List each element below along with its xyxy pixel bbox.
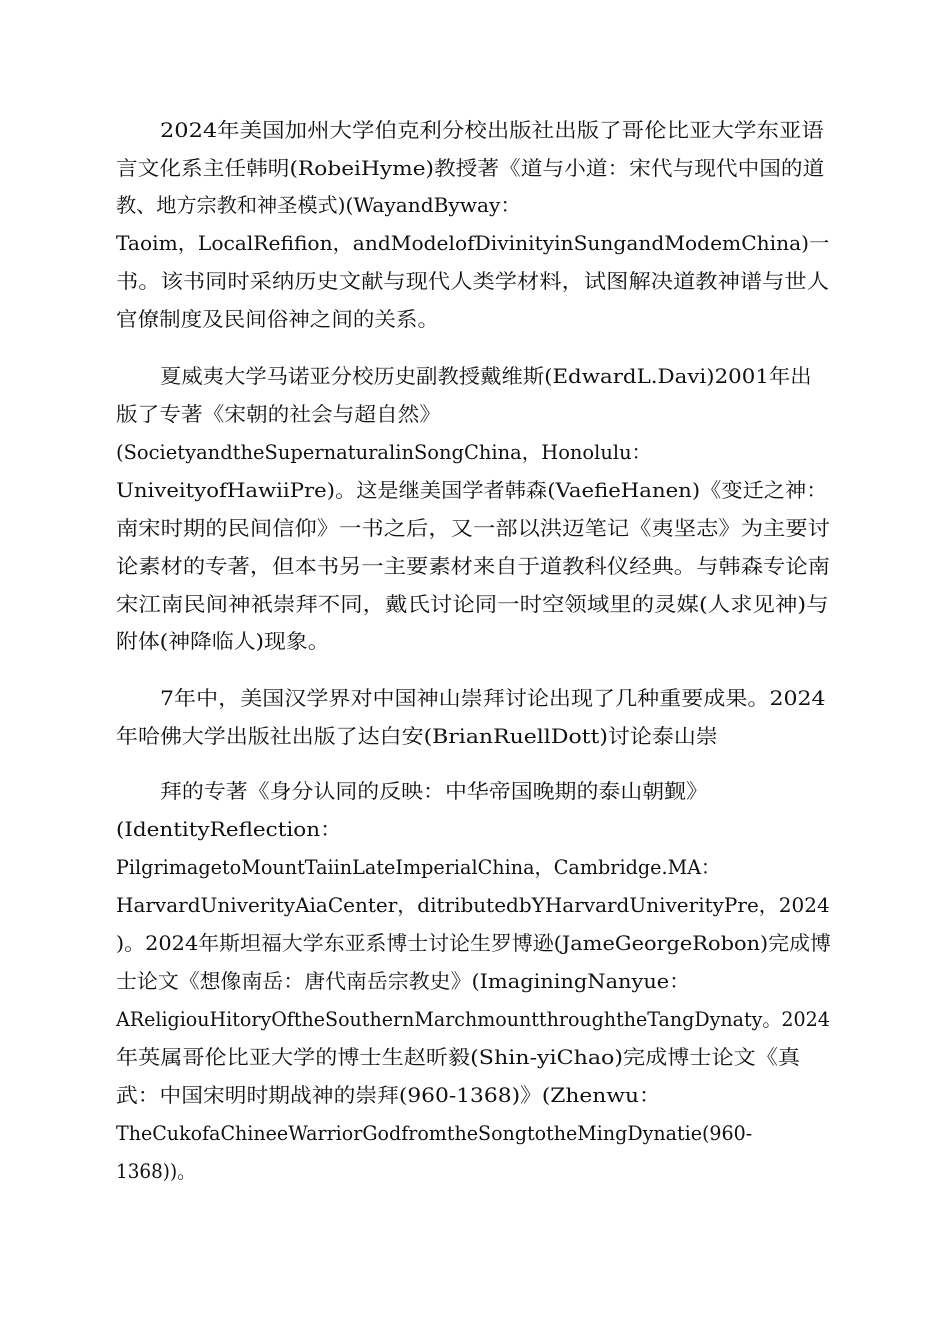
text-line: 拜的专著《身分认同的反映：中华帝国晚期的泰山朝觐》 [160,779,708,803]
text-line: 夏威夷大学马诺亚分校历史副教授戴维斯(EdwardL.Davi)2001年出 [160,364,812,388]
text-line: 版了专著《宋朝的社会与超自然》 [116,402,441,426]
text-line: 7年中，美国汉学界对中国神山崇拜讨论出现了几种重要成果。2024 [160,686,826,710]
text-line: PilgrimagetoMountTaiinLateImperialChina，Cambridge.MA： [116,855,721,879]
text-line: 言文化系主任韩明(RobeiHyme)教授著《道与小道：宋代与现代中国的道 [116,156,825,180]
text-line: 书。该书同时采纳历史文献与现代人类学材料，试图解决道教神谱与世人 [116,269,829,293]
text-line: 1368))。 [116,1159,196,1183]
text-line: 南宋时期的民间信仰》一书之后，又一部以洪迈笔记《夷坚志》为主要讨 [116,516,830,540]
text-line: 教、地方宗教和神圣模式)(WayandByway： [116,193,521,217]
text-line: HarvardUniverityAiaCenter，ditributedbYHarvardUniverityPre，2024 [116,893,830,917]
text-line: 武：中国宋明时期战神的崇拜(960-1368)》(Zhenwu： [116,1083,661,1107]
text-line: (SocietyandtheSupernaturalinSongChina，Honolulu： [116,440,652,464]
text-line: TheCukofaChineeWarriorGodfromtheSongtotheMingDynatie(960- [116,1121,753,1145]
text-line: 2024年美国加州大学伯克利分校出版社出版了哥伦比亚大学东亚语 [160,118,824,142]
text-line: UniveityofHawiiPre)。这是继美国学者韩森(VaefieHanen)《变迁之神： [116,478,828,502]
text-line: )。2024年斯坦福大学东亚系博士讨论生罗博逊(JameGeorgeRobon)完成博 [116,931,831,955]
text-line: 年英属哥伦比亚大学的博士生赵昕毅(Shin-yiChao)完成博士论文《真 [116,1045,801,1069]
text-line: AReligiouHitoryOftheSouthernMarchmountthroughtheTangDynaty。2024 [116,1007,830,1031]
text-line: 年哈佛大学出版社出版了达白安(BrianRuellDott)讨论泰山崇 [116,724,718,748]
text-line: 附体(神降临人)现象。 [116,629,330,653]
text-line: 士论文《想像南岳：唐代南岳宗教史》(ImaginingNanyue： [116,969,691,993]
text-line: 官僚制度及民间俗神之间的关系。 [116,307,439,331]
text-line: 宋江南民间神祇崇拜不同，戴氏讨论同一时空领域里的灵媒(人求见神)与 [116,592,829,616]
text-line: (IdentityReflection： [116,817,342,841]
text-line: 论素材的专著，但本书另一主要素材来自于道教科仪经典。与韩森专论南 [116,554,830,578]
text-line: Taoim，LocalRefifion，andModelofDivinityinSungandModemChina)一 [116,231,830,255]
